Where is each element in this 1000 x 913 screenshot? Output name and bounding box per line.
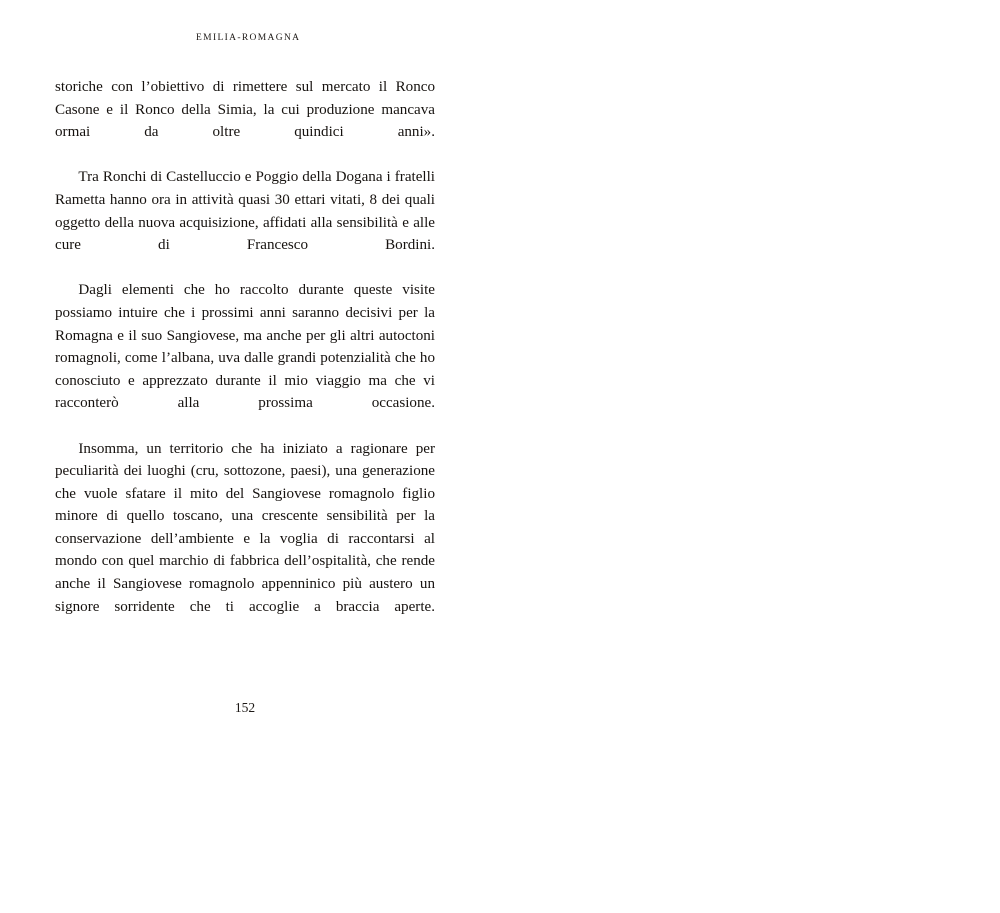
paragraph: Dagli elementi che ho raccolto durante queste visite possiamo intuire che i prossimi anni saranno decisivi per la Romagna e il suo Sangiovese, ma anche per gli altri autoctoni romagnoli, come l’albana, uva dalle grandi potenzialità che ho conosciuto e apprezzato durante il mio viaggio ma che vi racconterò alla prossima occasione.	[55, 282, 435, 412]
running-head: EMILIA-ROMAGNA	[196, 33, 301, 43]
folio-left: 152	[234, 700, 256, 715]
page-right	[500, 0, 1000, 750]
page-left	[0, 0, 500, 750]
paragraph: storiche con l’obiettivo di rimettere sul mercato il Ronco Casone e il Ronco della Simia, la cui produzione mancava ormai da oltre quindici anni».	[55, 79, 435, 141]
paragraph: Tra Ronchi di Castelluccio e Poggio della Dogana i fratelli Rametta hanno ora in attività quasi 30 ettari vitati, 8 dei quali oggetto della nuova acquisizione, affidati alla sensibilità e alle cure di Francesco Bordini.	[55, 169, 435, 254]
left-page-body	[55, 76, 435, 641]
paragraph: Insomma, un territorio che ha iniziato a ragionare per peculiarità dei luoghi (cru, sottozone, paesi), una generazione che vuole sfatare il mito del Sangiovese romagnolo figlio minore di quello toscano, una crescente sensibilità per la conservazione dell’ambiente e la voglia di raccontarsi al mondo con quel marchio di fabbrica dell’ospitalità, che rende anche il Sangiovese romagnolo appenninico più austero un signore sorridente che ti accoglie a braccia aperte.	[55, 440, 435, 615]
